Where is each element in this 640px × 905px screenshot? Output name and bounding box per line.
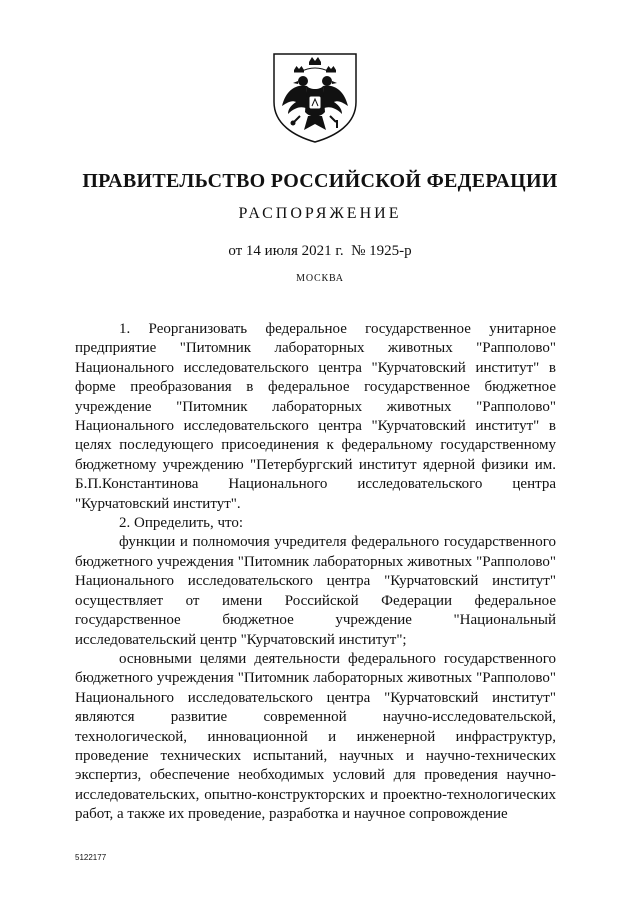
document-date-number [0, 243, 640, 260]
paragraph: 2. Определить, что: [119, 515, 244, 532]
document-number: № 1925-р [351, 243, 412, 259]
document-type: РАСПОРЯЖЕНИЕ [238, 205, 402, 222]
paragraph: основными целями деятельности федерального государственного бюджетного учреждения "Питомник лабораторных животных "Рапполово" Национального исследовательского центра "Курчатовский институт" являются развитие современной научно-исследовательской, технологической, инновационной и инженерной инфраструктур, проведение технических испытаний, научных и научно-технических экспертиз, обеспечение необходимых условий для проведения научно-исследовательских, опытно-конструкторских и проектно-технологических работ, а также их проведение, разработка и научное сопровождение [75, 650, 556, 823]
city: МОСКВА [296, 273, 344, 284]
russian-coat-of-arms-icon [270, 50, 360, 146]
document-body [75, 320, 556, 825]
paragraph: функции и полномочия учредителя федерального государственного бюджетного учреждения "Питомник лабораторных животных "Рапполово" Национального исследовательского центра "Курчатовский институт" осуществляет от имени Российской Федерации федеральное государственное бюджетное учреждение "Национальный исследовательский центр "Курчатовский институт"; [75, 534, 556, 648]
document-date: от 14 июля 2021 г. [228, 243, 344, 259]
document-code: 5122177 [75, 853, 107, 862]
paragraph: 1. Реорганизовать федеральное государственное унитарное предприятие "Питомник лабораторных животных "Рапполово" Национального исследовательского центра "Курчатовский институт" в форме преобразования в федеральное государственное бюджетное учреждение "Питомник лабораторных животных "Рапполово" Национального исследовательского центра "Курчатовский институт" в целях последующего присоединения к федеральному государственному бюджетному учреждению "Петербургский институт ядерной физики им. Б.П.Константинова Национального исследовательского центра "Курчатовский институт". [75, 321, 556, 512]
government-title: ПРАВИТЕЛЬСТВО РОССИЙСКОЙ ФЕДЕРАЦИИ [82, 170, 558, 192]
